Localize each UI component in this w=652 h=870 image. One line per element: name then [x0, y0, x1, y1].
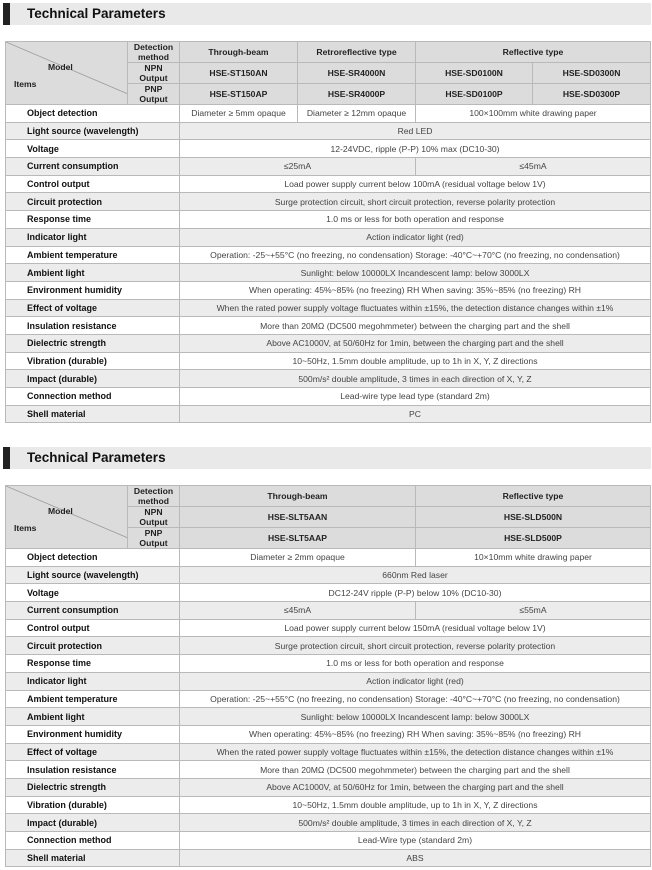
model-pnp-through-beam: HSE-ST150AP — [180, 84, 298, 105]
title-accent-bar — [3, 447, 10, 469]
spec-row — [6, 690, 651, 708]
spec-value: 660nm Red laser — [180, 566, 651, 584]
spec-value: ≤45mA — [180, 602, 416, 620]
spec-label: Ambient temperature — [6, 690, 180, 708]
spec-label: Impact (durable) — [6, 370, 180, 388]
spec-value: More than 20MΩ (DC500 megohmmeter) between the charging part and the shell — [180, 317, 651, 335]
spec-row — [6, 814, 651, 832]
spec-value: 1.0 ms or less for both operation and response — [180, 211, 651, 229]
spec-row — [6, 122, 651, 140]
spec-value: 10×10mm white drawing paper — [416, 549, 651, 567]
spec-row — [6, 849, 651, 867]
spec-row — [6, 832, 651, 850]
header-corner-cell — [6, 486, 128, 549]
spec-row — [6, 655, 651, 673]
spec-row — [6, 370, 651, 388]
model-npn-through-beam: HSE-ST150AN — [180, 63, 298, 84]
spec-value: Red LED — [180, 122, 651, 140]
spec-row — [6, 211, 651, 229]
spec-value: ≤45mA — [416, 158, 651, 176]
spec-label: Voltage — [6, 584, 180, 602]
header-detection-method: Detection method — [128, 42, 180, 63]
header-items-label: Items — [14, 79, 37, 89]
header-detection-method: Detection method — [128, 486, 180, 507]
header-group-reflective: Reflective type — [416, 42, 651, 63]
spec-value: Operation: -25~+55°C (no freezing, no condensation) Storage: -40°C~+70°C (no freezing, no condensation) — [180, 690, 651, 708]
spec-value: Operation: -25~+55°C (no freezing, no condensation) Storage: -40°C~+70°C (no freezing, no condensation) — [180, 246, 651, 264]
spec-value: Surge protection circuit, short circuit protection, reverse polarity protection — [180, 637, 651, 655]
spec-row — [6, 743, 651, 761]
spec-label: Light source (wavelength) — [6, 566, 180, 584]
spec-row — [6, 708, 651, 726]
header-group-reflective: Reflective type — [416, 486, 651, 507]
spec-row — [6, 778, 651, 796]
spec-row — [6, 549, 651, 567]
header-items-label: Items — [14, 523, 37, 533]
spec-label: Dielectric strength — [6, 334, 180, 352]
spec-label: Response time — [6, 655, 180, 673]
spec-row — [6, 352, 651, 370]
spec-value: 100×100mm white drawing paper — [416, 105, 651, 123]
spec-value: 12-24VDC, ripple (P-P) 10% max (DC10-30) — [180, 140, 651, 158]
spec-row — [6, 281, 651, 299]
section-title: Technical Parameters — [27, 450, 166, 465]
header-model-label: Model — [48, 506, 73, 516]
spec-label: Shell material — [6, 849, 180, 867]
spec-label: Ambient light — [6, 708, 180, 726]
spec-row — [6, 796, 651, 814]
spec-label: Environment humidity — [6, 281, 180, 299]
model-pnp-reflective-1: HSE-SD0100P — [416, 84, 533, 105]
spec-row — [6, 405, 651, 423]
spec-row — [6, 193, 651, 211]
spec-row — [6, 602, 651, 620]
spec-row — [6, 637, 651, 655]
model-npn-reflective-2: HSE-SD0300N — [533, 63, 651, 84]
spec-value: When operating: 45%~85% (no freezing) RH When saving: 35%~85% (no freezing) RH — [180, 725, 651, 743]
spec-value: 1.0 ms or less for both operation and response — [180, 655, 651, 673]
spec-value: 500m/s² double amplitude, 3 times in each direction of X, Y, Z — [180, 814, 651, 832]
spec-row — [6, 299, 651, 317]
spec-value: Diameter ≥ 2mm opaque — [180, 549, 416, 567]
model-pnp-through-beam: HSE-SLT5AAP — [180, 528, 416, 549]
spec-row — [6, 761, 651, 779]
header-corner-cell — [6, 42, 128, 105]
spec-label: Circuit protection — [6, 193, 180, 211]
spec-label: Circuit protection — [6, 637, 180, 655]
spec-value: 10~50Hz, 1.5mm double amplitude, up to 1h in X, Y, Z directions — [180, 352, 651, 370]
spec-value: When the rated power supply voltage fluctuates within ±15%, the detection distance changes within ±1% — [180, 299, 651, 317]
section-title-banner — [3, 3, 651, 25]
header-pnp-output: PNP Output — [128, 528, 180, 549]
header-npn-output: NPN Output — [128, 507, 180, 528]
spec-row — [6, 619, 651, 637]
spec-value: Load power supply current below 150mA (residual voltage below 1V) — [180, 619, 651, 637]
spec-label: Environment humidity — [6, 725, 180, 743]
spec-value: ≤25mA — [180, 158, 416, 176]
spec-value: Diameter ≥ 12mm opaque — [298, 105, 416, 123]
spec-value: More than 20MΩ (DC500 megohmmeter) between the charging part and the shell — [180, 761, 651, 779]
spec-label: Vibration (durable) — [6, 352, 180, 370]
title-accent-bar — [3, 3, 10, 25]
spec-row — [6, 228, 651, 246]
spec-row — [6, 246, 651, 264]
spec-label: Ambient temperature — [6, 246, 180, 264]
spec-label: Connection method — [6, 388, 180, 406]
spec-label: Connection method — [6, 832, 180, 850]
spec-label: Response time — [6, 211, 180, 229]
model-pnp-reflective: HSE-SLD500P — [416, 528, 651, 549]
spec-label: Vibration (durable) — [6, 796, 180, 814]
spec-label: Object detection — [6, 105, 180, 123]
spec-label: Dielectric strength — [6, 778, 180, 796]
spec-label: Control output — [6, 619, 180, 637]
spec-value: Action indicator light (red) — [180, 228, 651, 246]
spec-row — [6, 566, 651, 584]
spec-value: DC12-24V ripple (P-P) below 10% (DC10-30) — [180, 584, 651, 602]
header-npn-output: NPN Output — [128, 63, 180, 84]
spec-row — [6, 334, 651, 352]
spec-label: Indicator light — [6, 672, 180, 690]
spec-value: Diameter ≥ 5mm opaque — [180, 105, 298, 123]
spec-value: Sunlight: below 10000LX Incandescent lamp: below 3000LX — [180, 708, 651, 726]
spec-label: Impact (durable) — [6, 814, 180, 832]
spec-table — [5, 41, 651, 423]
spec-label: Current consumption — [6, 158, 180, 176]
model-npn-through-beam: HSE-SLT5AAN — [180, 507, 416, 528]
spec-value: Sunlight: below 10000LX Incandescent lamp: below 3000LX — [180, 264, 651, 282]
spec-row — [6, 264, 651, 282]
spec-row — [6, 725, 651, 743]
model-pnp-retroreflective: HSE-SR4000P — [298, 84, 416, 105]
spec-label: Effect of voltage — [6, 299, 180, 317]
spec-row — [6, 140, 651, 158]
spec-value: When operating: 45%~85% (no freezing) RH When saving: 35%~85% (no freezing) RH — [180, 281, 651, 299]
spec-label: Ambient light — [6, 264, 180, 282]
spec-row — [6, 105, 651, 123]
header-pnp-output: PNP Output — [128, 84, 180, 105]
spec-label: Indicator light — [6, 228, 180, 246]
spec-value: PC — [180, 405, 651, 423]
header-group-retroreflective: Retroreflective type — [298, 42, 416, 63]
spec-value: Above AC1000V, at 50/60Hz for 1min, between the charging part and the shell — [180, 334, 651, 352]
spec-label: Object detection — [6, 549, 180, 567]
spec-row — [6, 158, 651, 176]
spec-row — [6, 584, 651, 602]
spec-row — [6, 175, 651, 193]
spec-value: ABS — [180, 849, 651, 867]
header-model-label: Model — [48, 62, 73, 72]
header-group-through-beam: Through-beam — [180, 42, 298, 63]
model-pnp-reflective-2: HSE-SD0300P — [533, 84, 651, 105]
spec-value: 500m/s² double amplitude, 3 times in each direction of X, Y, Z — [180, 370, 651, 388]
model-npn-reflective-1: HSE-SD0100N — [416, 63, 533, 84]
spec-row — [6, 317, 651, 335]
spec-value: Above AC1000V, at 50/60Hz for 1min, between the charging part and the shell — [180, 778, 651, 796]
section-title: Technical Parameters — [27, 6, 166, 21]
spec-value: ≤55mA — [416, 602, 651, 620]
section-title-banner — [3, 447, 651, 469]
model-npn-reflective: HSE-SLD500N — [416, 507, 651, 528]
spec-table-body — [6, 105, 651, 423]
model-npn-retroreflective: HSE-SR4000N — [298, 63, 416, 84]
spec-label: Insulation resistance — [6, 761, 180, 779]
spec-label: Shell material — [6, 405, 180, 423]
spec-value: When the rated power supply voltage fluctuates within ±15%, the detection distance changes within ±1% — [180, 743, 651, 761]
spec-label: Insulation resistance — [6, 317, 180, 335]
spec-value: Action indicator light (red) — [180, 672, 651, 690]
spec-value: Load power supply current below 100mA (residual voltage below 1V) — [180, 175, 651, 193]
spec-label: Light source (wavelength) — [6, 122, 180, 140]
spec-label: Current consumption — [6, 602, 180, 620]
spec-label: Control output — [6, 175, 180, 193]
spec-row — [6, 672, 651, 690]
spec-row — [6, 388, 651, 406]
spec-value: Lead-wire type lead type (standard 2m) — [180, 388, 651, 406]
spec-label: Effect of voltage — [6, 743, 180, 761]
spec-value: Lead-Wire type (standard 2m) — [180, 832, 651, 850]
header-group-through-beam: Through-beam — [180, 486, 416, 507]
spec-value: Surge protection circuit, short circuit protection, reverse polarity protection — [180, 193, 651, 211]
spec-table-body — [6, 549, 651, 867]
spec-label: Voltage — [6, 140, 180, 158]
spec-table — [5, 485, 651, 867]
spec-value: 10~50Hz, 1.5mm double amplitude, up to 1h in X, Y, Z directions — [180, 796, 651, 814]
